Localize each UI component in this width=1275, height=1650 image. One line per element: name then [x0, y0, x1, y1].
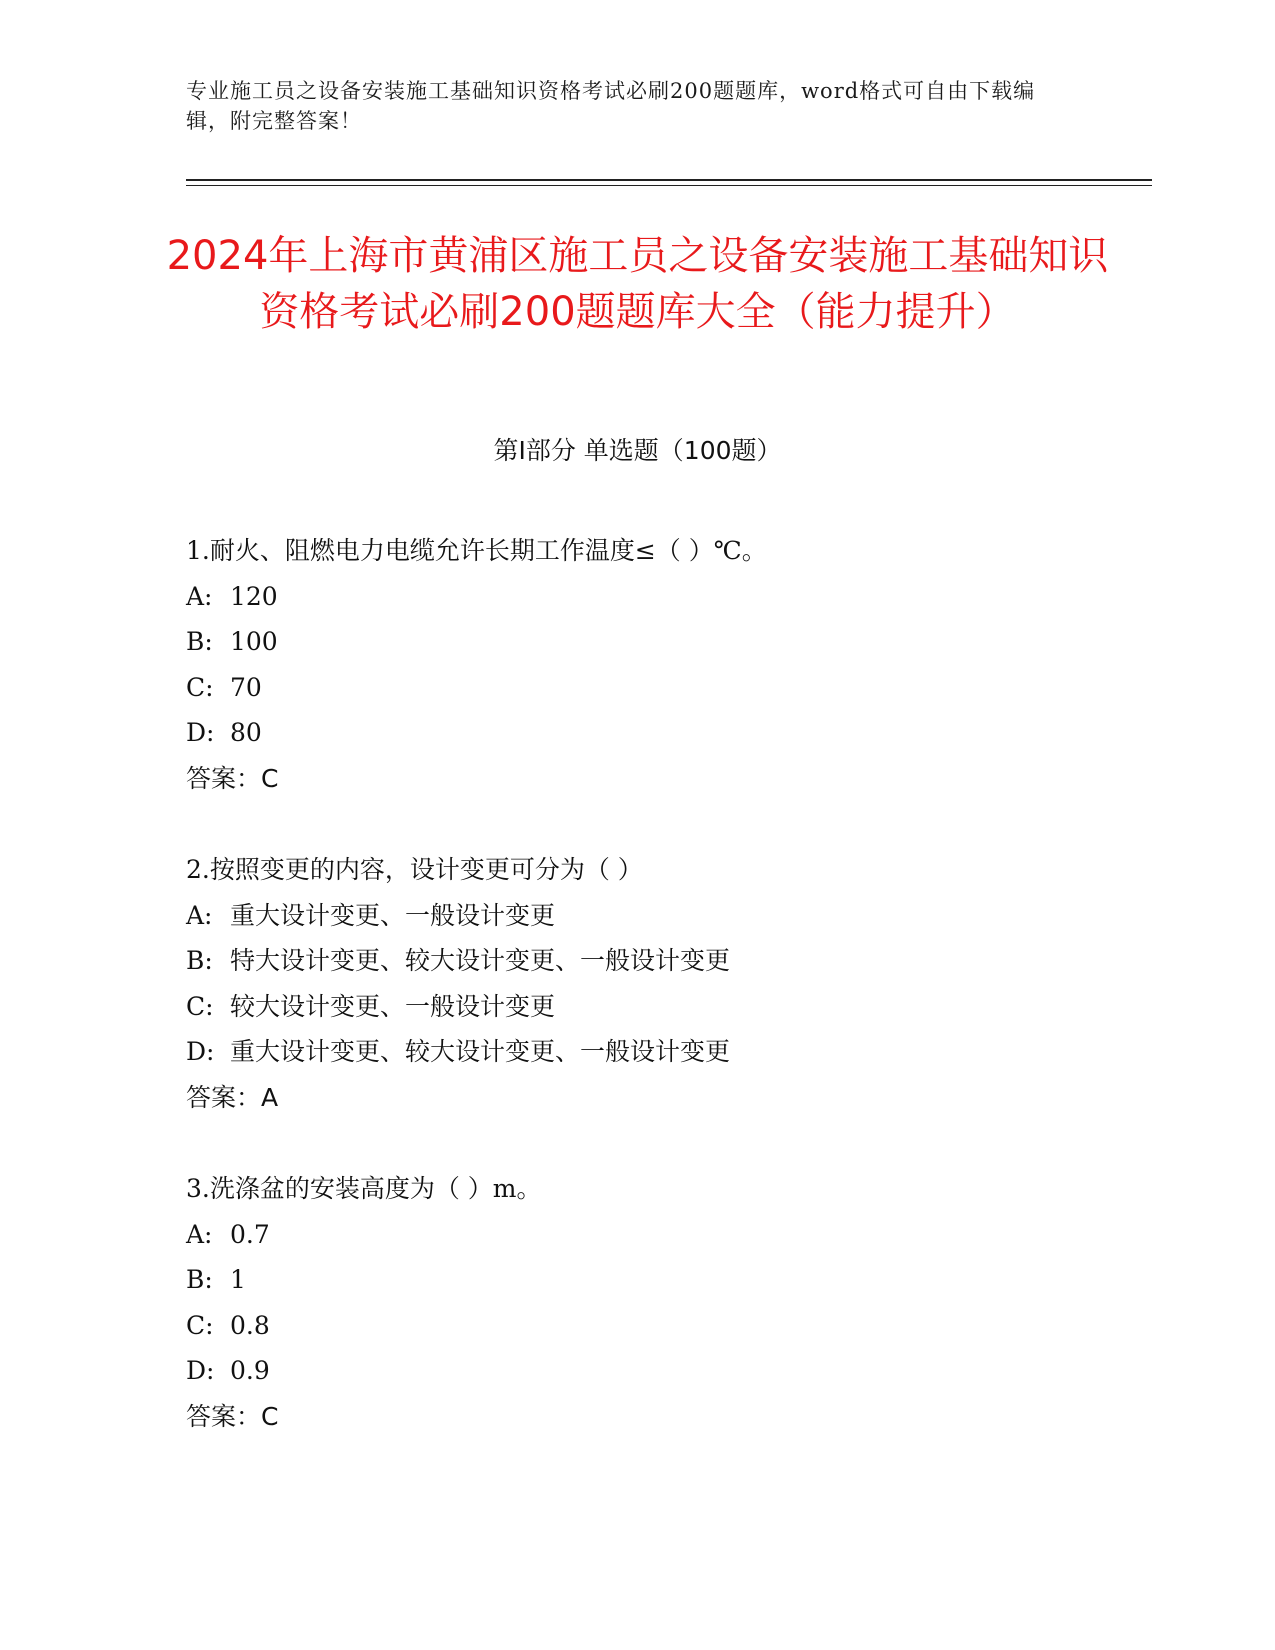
answer-line: 答案：C — [186, 763, 279, 793]
option-text: 较大设计变更、一般设计变更 — [230, 991, 556, 1021]
option-c — [186, 1303, 1146, 1349]
answer-line: 答案：C — [186, 1401, 279, 1431]
option-text: 0.7 — [230, 1219, 270, 1249]
answer-line: 答案：A — [186, 1082, 279, 1112]
option-key: D: — [186, 1356, 215, 1385]
option-a — [186, 574, 1146, 620]
header-divider-thick — [186, 179, 1152, 181]
section-heading: 第I部分 单选题（100题） — [493, 436, 782, 465]
option-key: B: — [186, 946, 213, 975]
option-b — [186, 1257, 1146, 1303]
option-text: 120 — [230, 581, 278, 611]
option-d — [186, 710, 1146, 756]
option-text: 80 — [230, 718, 262, 747]
option-b — [186, 938, 1146, 984]
option-text: 0.9 — [230, 1356, 270, 1385]
option-c — [186, 984, 1146, 1030]
option-key: B: — [186, 1265, 213, 1294]
option-key: C: — [186, 991, 214, 1021]
option-text: 重大设计变更、较大设计变更、一般设计变更 — [230, 1037, 731, 1066]
option-key: A: — [186, 1219, 213, 1249]
option-a — [186, 893, 1146, 939]
option-key: D: — [186, 1037, 215, 1066]
question-stem: 1.耐火、阻燃电力电缆允许长期工作温度≤（ ）℃。 — [186, 536, 767, 565]
option-text: 1 — [230, 1265, 246, 1294]
option-c — [186, 665, 1146, 711]
question-list — [186, 528, 1146, 1485]
option-key: D: — [186, 718, 215, 747]
document-title: 2024年上海市黄浦区施工员之设备安装施工基础知识资格考试必刷200题题库大全（能力提升） — [166, 233, 1109, 335]
option-text: 特大设计变更、较大设计变更、一般设计变更 — [230, 946, 731, 975]
question-1 — [186, 528, 1146, 801]
option-a — [186, 1212, 1146, 1258]
option-d — [186, 1348, 1146, 1394]
option-b — [186, 619, 1146, 665]
header-note: 专业施工员之设备安装施工基础知识资格考试必刷200题题库，word格式可自由下载编辑，附完整答案！ — [186, 79, 1036, 133]
option-key: A: — [186, 581, 213, 611]
header-divider-thin — [186, 185, 1152, 186]
question-3 — [186, 1166, 1146, 1439]
option-text: 重大设计变更、一般设计变更 — [230, 900, 556, 930]
option-key: A: — [186, 900, 213, 930]
option-text: 70 — [230, 672, 262, 702]
option-key: C: — [186, 1310, 214, 1340]
question-stem: 2.按照变更的内容，设计变更可分为（ ） — [186, 855, 643, 884]
option-key: B: — [186, 627, 213, 656]
question-2 — [186, 847, 1146, 1120]
question-stem: 3.洗涤盆的安装高度为（ ）m。 — [186, 1174, 542, 1203]
option-d — [186, 1029, 1146, 1075]
option-text: 0.8 — [230, 1310, 270, 1340]
option-key: C: — [186, 672, 214, 702]
option-text: 100 — [230, 627, 278, 656]
